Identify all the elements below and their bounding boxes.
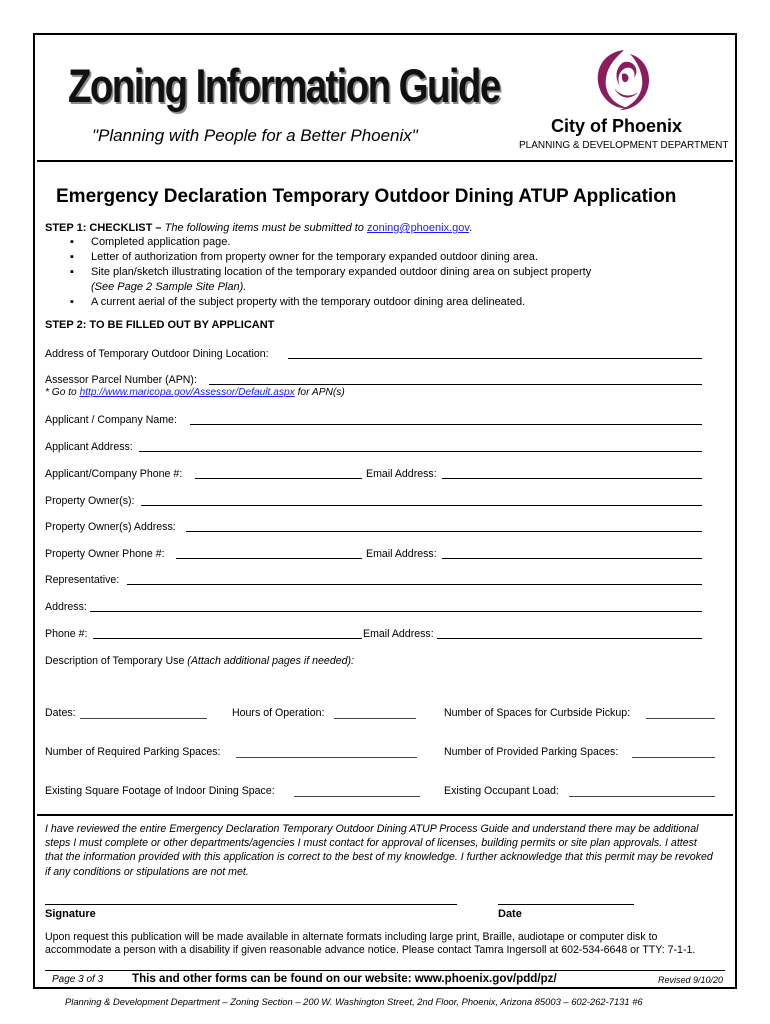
hours-label: Hours of Operation: <box>232 707 325 719</box>
footer-address: Planning & Development Department – Zoning Section – 200 W. Washington Street, 2nd Floor, Phoenix, Arizona 85003 – 602-262-7131 #6 <box>65 996 643 1007</box>
applicant-email-label: Email Address: <box>366 468 437 480</box>
apn-field[interactable] <box>209 384 702 385</box>
rep-address-field[interactable] <box>90 611 702 612</box>
period: . <box>469 222 473 234</box>
curbside-field[interactable] <box>646 718 715 719</box>
step2-heading: STEP 2: TO BE FILLED OUT BY APPLICANT <box>45 319 275 331</box>
page-title: Emergency Declaration Temporary Outdoor Dining ATUP Application <box>56 186 677 207</box>
curbside-label: Number of Spaces for Curbside Pickup: <box>444 707 631 719</box>
accessibility-notice: Upon request this publication will be made available in alternate formats including large print, Braille, audiotape or computer disk to accommodate a person with a disability if given reasonable advance notice. Please contact Tamra Ingersoll at 602-534-6648 or TTY: 7-1-1. <box>45 931 696 956</box>
rep-email-label: Email Address: <box>363 628 434 640</box>
owner-email-label: Email Address: <box>366 548 437 560</box>
description-label-line <box>45 655 354 667</box>
description-note: (Attach additional pages if needed): <box>187 655 354 667</box>
apn-label: Assessor Parcel Number (APN): <box>45 374 197 386</box>
owner-address-field[interactable] <box>186 531 702 532</box>
applicant-address-field[interactable] <box>139 451 702 452</box>
representative-field[interactable] <box>127 584 702 585</box>
phoenix-bird-icon <box>594 48 654 112</box>
applicant-address-label: Applicant Address: <box>45 441 133 453</box>
checklist-item: Letter of authorization from property owner for the temporary expanded outdoor dining area. <box>91 251 538 263</box>
location-address-field[interactable] <box>288 358 702 359</box>
checklist-item: Completed application page. <box>91 236 231 248</box>
applicant-phone-field[interactable] <box>195 478 362 479</box>
step1-line <box>45 222 472 234</box>
page-number: Page 3 of 3 <box>52 974 104 985</box>
guide-title: Zoning Information Guide <box>68 59 500 112</box>
zoning-email-link[interactable]: zoning@phoenix.gov <box>366 222 470 234</box>
list-item: ▪ Letter of authorization from property owner for the temporary expanded outdoor dining area. <box>70 251 538 263</box>
rep-phone-field[interactable] <box>93 638 362 639</box>
apn-note-prefix: * Go to <box>45 387 77 398</box>
location-address-label: Address of Temporary Outdoor Dining Location: <box>45 348 269 360</box>
section-divider <box>37 814 733 816</box>
step1-heading: STEP 1: CHECKLIST – <box>45 222 162 234</box>
provided-parking-field[interactable] <box>632 757 715 758</box>
applicant-phone-label: Applicant/Company Phone #: <box>45 468 183 480</box>
owner-field[interactable] <box>141 505 702 506</box>
signature-field[interactable] <box>45 904 457 905</box>
apn-note <box>45 387 345 398</box>
applicant-name-field[interactable] <box>190 424 702 425</box>
provided-parking-label: Number of Provided Parking Spaces: <box>444 746 619 758</box>
rep-email-field[interactable] <box>437 638 702 639</box>
representative-label: Representative: <box>45 574 120 586</box>
list-item: ▪ A current aerial of the subject property with the temporary outdoor dining area delineated. <box>70 296 526 308</box>
step1-instruction: The following items must be submitted to <box>164 222 364 234</box>
checklist-note: (See Page 2 Sample Site Plan). <box>91 281 247 293</box>
department-name: PLANNING & DEVELOPMENT DEPARTMENT <box>519 140 729 151</box>
revision-date: Revised 9/10/20 <box>658 975 724 985</box>
occupant-label: Existing Occupant Load: <box>444 785 559 797</box>
header-divider <box>37 160 733 162</box>
required-parking-label: Number of Required Parking Spaces: <box>45 746 221 758</box>
date-field[interactable] <box>498 904 634 905</box>
description-label: Description of Temporary Use <box>45 655 185 667</box>
owner-label: Property Owner(s): <box>45 495 135 507</box>
occupant-field[interactable] <box>569 796 715 797</box>
website-text: This and other forms can be found on our website: www.phoenix.gov/pdd/pz/ <box>132 972 557 985</box>
checklist-item: A current aerial of the subject property with the temporary outdoor dining area delineated. <box>91 296 526 308</box>
owner-phone-field[interactable] <box>176 558 362 559</box>
list-item: ▪ Site plan/sketch illustrating location of the temporary expanded outdoor dining area on subject property <box>70 266 592 278</box>
rep-phone-label: Phone #: <box>45 628 88 640</box>
owner-phone-label: Property Owner Phone #: <box>45 548 165 560</box>
tagline: "Planning with People for a Better Phoenix" <box>92 126 418 145</box>
sqft-field[interactable] <box>294 796 420 797</box>
list-item: ▪ Completed application page. <box>70 236 231 248</box>
date-label: Date <box>498 908 522 920</box>
dates-label: Dates: <box>45 707 76 719</box>
owner-address-label: Property Owner(s) Address: <box>45 521 176 533</box>
signature-label: Signature <box>45 908 96 920</box>
applicant-email-field[interactable] <box>442 478 702 479</box>
assessor-link[interactable]: http://www.maricopa.gov/Assessor/Default.aspx <box>79 387 295 398</box>
description-field[interactable] <box>45 670 702 700</box>
rep-address-label: Address: <box>45 601 87 613</box>
dates-field[interactable] <box>80 718 207 719</box>
apn-note-suffix: for APN(s) <box>297 387 345 398</box>
checklist-item: Site plan/sketch illustrating location of the temporary expanded outdoor dining area on subject property <box>91 266 592 278</box>
sqft-label: Existing Square Footage of Indoor Dining Space: <box>45 785 275 797</box>
applicant-name-label: Applicant / Company Name: <box>45 414 177 426</box>
owner-email-field[interactable] <box>442 558 702 559</box>
required-parking-field[interactable] <box>236 757 417 758</box>
attestation-text: I have reviewed the entire Emergency Declaration Temporary Outdoor Dining ATUP Process Guide and understand there may be additional steps I must complete or other departments/agencies I must contact for approval of licenses, building permits or site plan approvals. I attest that the information provided with this application is correct to the best of my knowledge. I further acknowledge that this permit may be revoked if any conditions or stipulations are not met. <box>45 823 713 878</box>
city-name: City of Phoenix <box>551 116 683 136</box>
hours-field[interactable] <box>334 718 416 719</box>
